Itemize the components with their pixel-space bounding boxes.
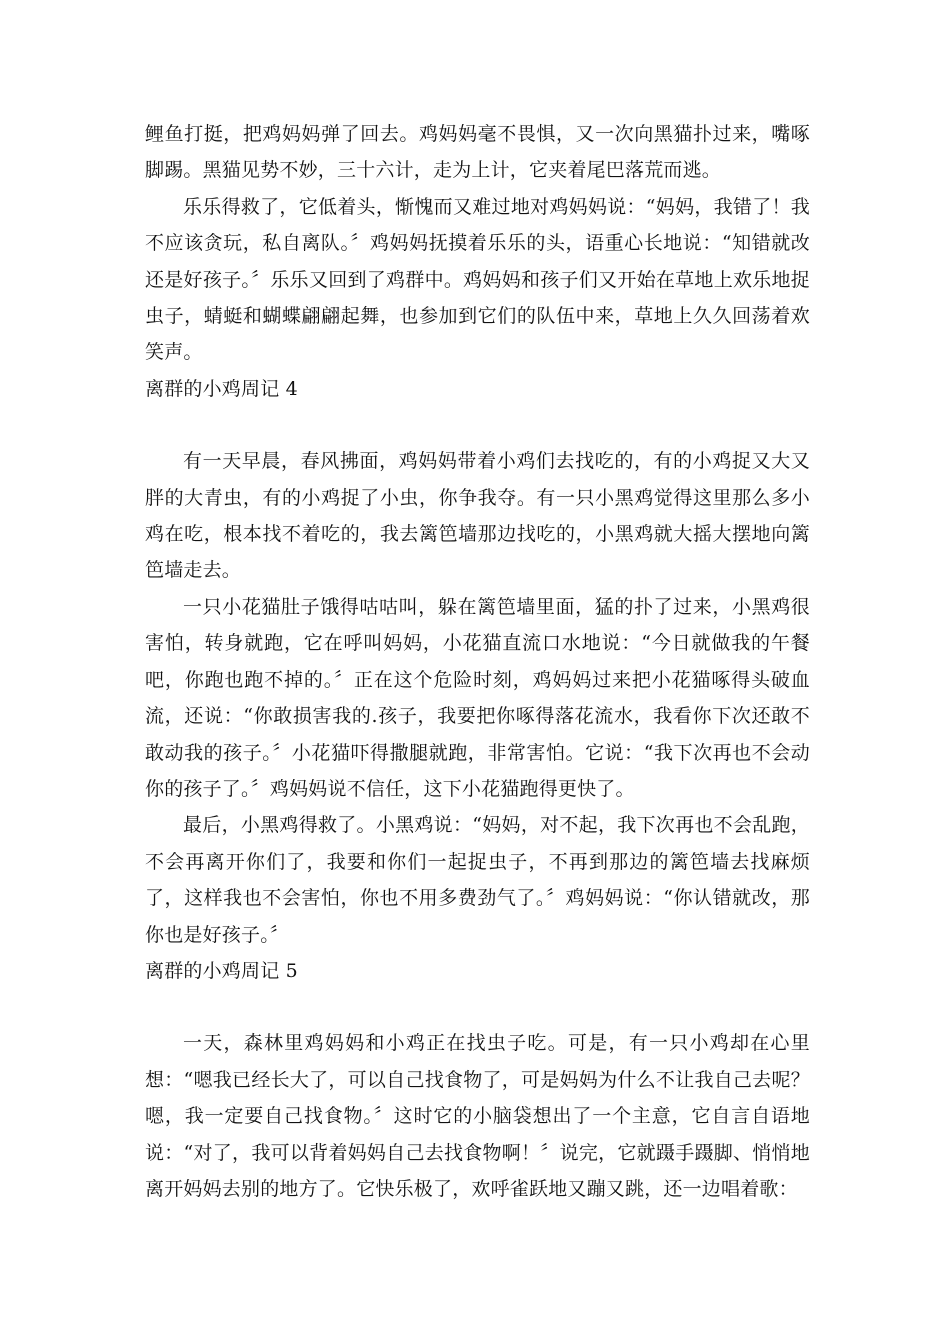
paragraph-lele-saved: 乐乐得救了，它低着头，惭愧而又难过地对鸡妈妈说：“妈妈，我错了！我不应该贪玩，私自离队。〞鸡妈妈抚摸着乐乐的头，语重心长地说：“知错就改还是好孩子。〞乐乐又回到了鸡群中。鸡妈妈和孩子们又开始在草地上欢乐地捉虫子，蜻蜓和蝴蝶翩翩起舞，也参加到它们的队伍中来，草地上久久回荡着欢笑声。 — [145, 195, 810, 364]
document-body — [145, 116, 810, 1207]
section-heading-5: 离群的小鸡周记 5 — [145, 959, 298, 982]
paragraph-black-chick-saved: 最后，小黑鸡得救了。小黑鸡说：“妈妈，对不起，我下次再也不会乱跑，不会再离开你们了，我要和你们一起捉虫子，不再到那边的篱笆墙去找麻烦了，这样我也不会害怕，你也不用多费劲气了。〞鸡妈妈说：“你认错就改，那你也是好孩子。〞 — [145, 814, 810, 946]
section-spacer — [145, 989, 810, 1025]
section-spacer — [145, 407, 810, 443]
paragraph-chicken-fights-cat: 鲤鱼打挺，把鸡妈妈弹了回去。鸡妈妈毫不畏惧，又一次向黑猫扑过来，嘴啄脚踢。黑猫见势不妙，三十六计，走为上计，它夹着尾巴落荒而逃。 — [145, 123, 810, 182]
section-heading-4: 离群的小鸡周记 4 — [145, 377, 298, 400]
paragraph-spring-morning: 有一天早晨，春风拂面，鸡妈妈带着小鸡们去找吃的，有的小鸡捉又大又胖的大青虫，有的小鸡捉了小虫，你争我夺。有一只小黑鸡觉得这里那么多小鸡在吃，根本找不着吃的，我去篱笆墙那边找吃的，小黑鸡就大摇大摆地向篱笆墙走去。 — [145, 450, 810, 582]
paragraph-cat-attacks: 一只小花猫肚子饿得咕咕叫，躲在篱笆墙里面，猛的扑了过来，小黑鸡很害怕，转身就跑，它在呼叫妈妈，小花猫直流口水地说：“今日就做我的午餐吧，你跑也跑不掉的。〞正在这个危险时刻，鸡妈妈过来把小花猫啄得头破血流，还说：“你敢损害我的.孩子，我要把你啄得落花流水，我看你下次还敢不敢动我的孩子。〞小花猫吓得撒腿就跑，非常害怕。它说：“我下次再也不会动你的孩子了。〞鸡妈妈说不信任，这下小花猫跑得更快了。 — [145, 595, 810, 800]
paragraph-chick-leaves-alone: 一天，森林里鸡妈妈和小鸡正在找虫子吃。可是，有一只小鸡却在心里想：“嗯我已经长大了，可以自己找食物了，可是妈妈为什么不让我自己去呢？嗯，我一定要自己找食物。〞这时它的小脑袋想出了一个主意，它自言自语地说：“对了，我可以背着妈妈自己去找食物啊！〞说完，它就蹑手蹑脚、悄悄地离开妈妈去别的地方了。它快乐极了，欢呼雀跃地又蹦又跳，还一边唱着歌： — [145, 1032, 810, 1200]
